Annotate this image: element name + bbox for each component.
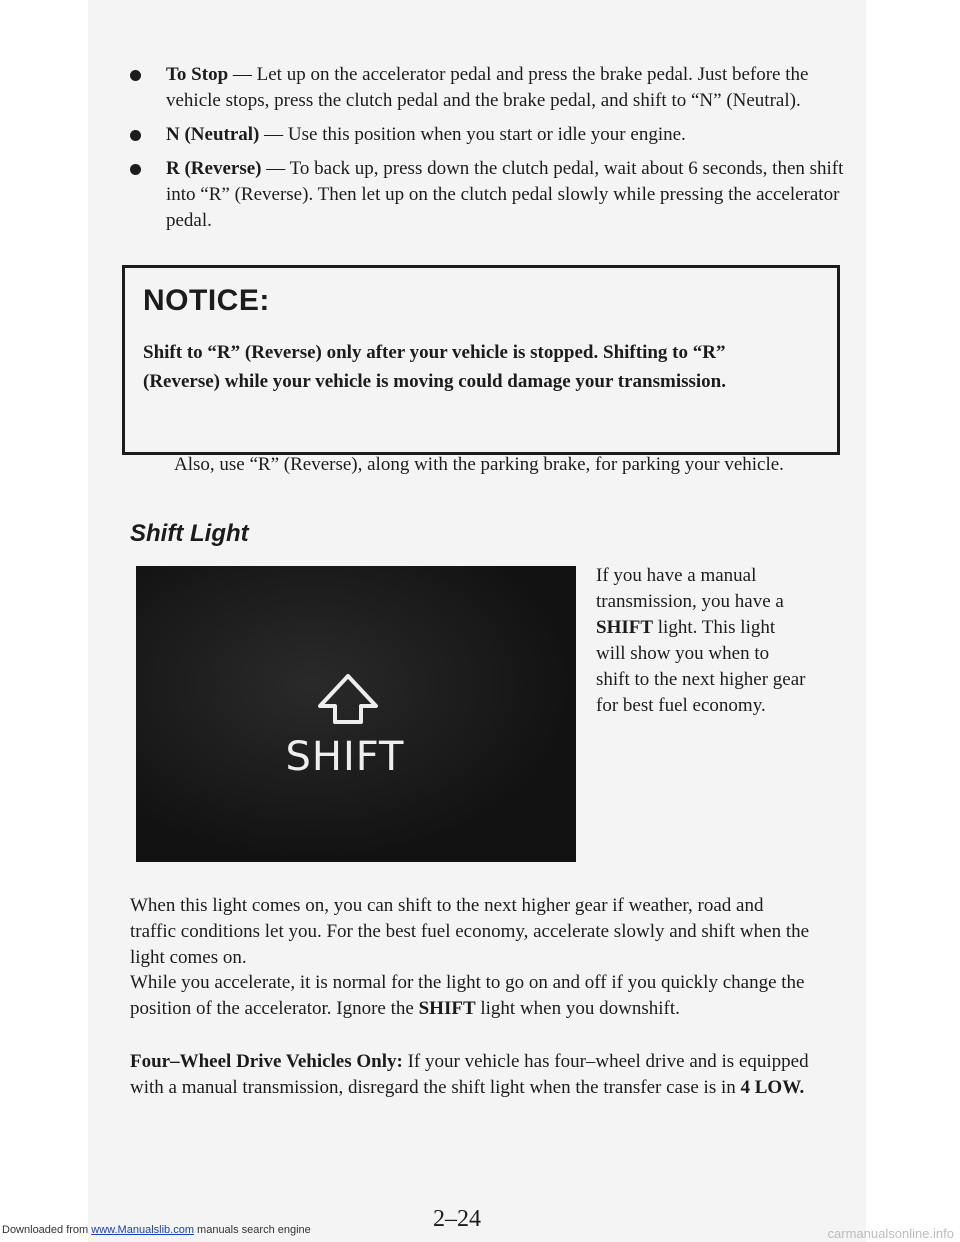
- bullet-dot-icon: [130, 70, 141, 81]
- paragraph-four-wheel-drive: [130, 1049, 810, 1101]
- side-text-before: If you have a manual transmission, you have a: [596, 565, 784, 612]
- shift-light-description: [596, 563, 806, 719]
- para3-bold-end: 4 LOW.: [740, 1077, 805, 1098]
- bullet-reverse: [130, 156, 850, 234]
- notice-title: NOTICE:: [143, 284, 270, 317]
- side-text-bold: SHIFT: [596, 617, 654, 638]
- para2-bold: SHIFT: [418, 998, 476, 1019]
- bullet-text: — To back up, press down the clutch pedal, wait about 6 seconds, then shift into “R” (Reverse). Then let up on the clutch pedal slowly while pressing the accelerator pedal.: [166, 158, 844, 231]
- section-heading: Shift Light: [130, 520, 249, 547]
- watermark: carmanualsonline.info: [827, 1226, 954, 1241]
- bullet-dot-icon: [130, 164, 141, 175]
- bullet-dot-icon: [130, 130, 141, 141]
- para3-lead: Four–Wheel Drive Vehicles Only:: [130, 1051, 403, 1072]
- footer-prefix: Downloaded from: [2, 1224, 92, 1236]
- bullet-text: — Use this position when you start or idle your engine.: [259, 124, 686, 145]
- manual-page: [88, 0, 866, 1242]
- bullet-neutral: [130, 122, 850, 148]
- para2-after: light when you downshift.: [475, 998, 680, 1019]
- para3-text: If your vehicle has four–wheel drive and is equipped with a manual transmission, disregard the shift light when the transfer case is in: [130, 1051, 809, 1098]
- paragraph-light-on: When this light comes on, you can shift to the next higher gear if weather, road and traffic conditions let you. For the best fuel economy, accelerate slowly and shift when the light comes on.: [130, 895, 810, 968]
- side-text-after: light. This light will show you when to shift to the next higher gear for best fuel economy.: [596, 617, 806, 716]
- download-footer: [2, 1224, 311, 1236]
- manualslib-link[interactable]: www.Manualslib.com: [91, 1224, 194, 1236]
- notice-body: Shift to “R” (Reverse) only after your vehicle is stopped. Shifting to “R” (Reverse) while your vehicle is moving could damage your transmission.: [143, 342, 726, 392]
- bullet-text: — Let up on the accelerator pedal and press the brake pedal. Just before the vehicle stops, press the clutch pedal and the brake pedal, and shift to “N” (Neutral).: [166, 64, 809, 111]
- shift-label: SHIFT: [285, 734, 405, 780]
- bullet-term: R (Reverse): [166, 158, 262, 179]
- also-paragraph: Also, use “R” (Reverse), along with the parking brake, for parking your vehicle.: [174, 454, 784, 475]
- bullet-term: N (Neutral): [166, 124, 260, 145]
- notice-box: [122, 265, 840, 455]
- footer-suffix: manuals search engine: [193, 1224, 311, 1236]
- up-arrow-icon: [316, 672, 380, 726]
- shift-light-image: [136, 566, 576, 862]
- paragraph-accelerate: [130, 970, 810, 1022]
- bullet-term: To Stop: [166, 64, 229, 85]
- page-number: 2–24: [433, 1206, 481, 1232]
- bullet-list: [130, 62, 850, 242]
- para2-before: While you accelerate, it is normal for the light to go on and off if you quickly change the position of the accelerator. Ignore the: [130, 972, 805, 1019]
- bullet-to-stop: [130, 62, 850, 114]
